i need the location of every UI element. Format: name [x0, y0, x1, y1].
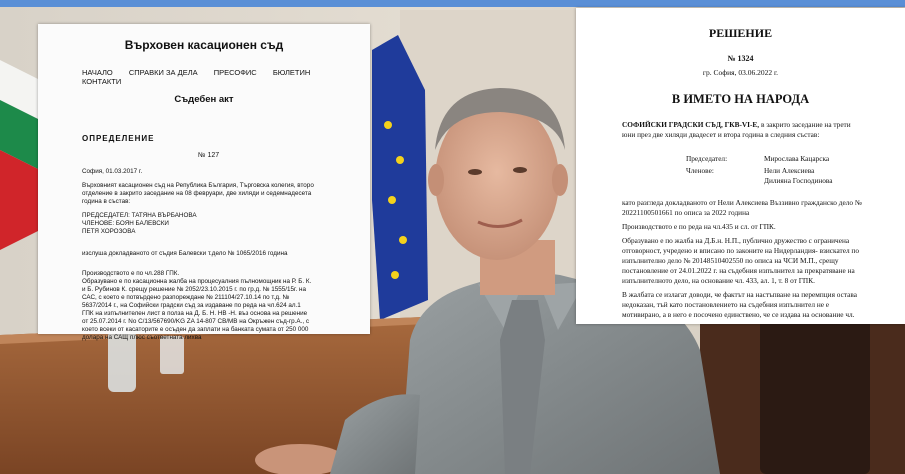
document-line: и Б. Рубинов К. срещу решение № 2052/23.10.2015 г. по гр.д. № 1555/15г. на: [82, 286, 306, 293]
decision-paragraph-line: В жалбата се излагат доводи, че фактът на настъпване на перемпция остава: [622, 290, 857, 299]
top-strip: [0, 0, 905, 7]
decision-paragraph-line: изпълнително дело № 20148510402550 по описа на ЧСИ М.П., срещу: [622, 256, 839, 265]
nav-item-contacts: КОНТАКТИ: [82, 77, 122, 86]
decision-title: РЕШЕНИЕ: [708, 26, 773, 40]
nav-item-home: НАЧАЛО: [82, 68, 113, 77]
court-document-scan-1: [38, 24, 370, 341]
document-line: отделение в закрито заседание на 08 февруари, две хиляди и седемнадесета: [82, 190, 312, 197]
document-line: долара на САЩ плюс съответната лихва: [82, 334, 202, 341]
document-line: от 25.07.2014 г. No C/13/567690/KG ZA 14-807 СВ/МВ на Окръжен съд-гр.А., с: [82, 318, 310, 325]
document-line: Върховният касационен съд на Република България, Търговска колегия, второ: [82, 182, 314, 189]
decision-paragraph-line: като разгледа докладваното от Нели Алексиева Въззивно гражданско дело №: [622, 198, 862, 207]
court-name: СОФИЙСКИ ГРАДСКИ СЪД, ГКВ-VI-Е,: [622, 120, 760, 129]
document-number: № 127: [198, 152, 220, 159]
court-line-rest: в закрито заседание на трети: [759, 120, 851, 129]
court-line: [622, 120, 851, 129]
decision-paragraph-line: 20221100501661 по описа за 2022 година: [622, 208, 750, 217]
document-nav-bar: [82, 68, 370, 86]
decision-in-the-name: В ИМЕТО НА НАРОДА: [671, 92, 810, 106]
chair-label: Председател:: [686, 154, 728, 163]
document-line: изслуша докладваното от съдия Балевски т.дело № 1065/2016 година: [82, 250, 288, 257]
document-line: САС, с което е потвърдено разпореждане № 211104/27.10.14 по т.д. №: [82, 294, 290, 301]
document-line: ГПК на изпълнителен лист в полза на Д. Б. Н. НВ -Н. въз основа на решение: [82, 310, 308, 317]
decision-number: № 1324: [727, 54, 754, 63]
date-line: юни през две хиляди двадесет и втора година в следния състав:: [622, 130, 820, 139]
court-document-decision: [576, 8, 905, 324]
document-type: ОПРЕДЕЛЕНИЕ: [82, 134, 155, 143]
nav-item-press-office: ПРЕСОФИС: [213, 68, 257, 77]
decision-paragraph-line: отговорност, учредено и вписано по законите на Нидерландия- взискател по: [622, 246, 859, 255]
decision-paragraph-line: мотивирано, а в него е посочено единствено, че се издава на основание чл.: [622, 310, 855, 319]
member-name-2: Дилияна Господинова: [764, 176, 833, 185]
decision-paragraph-line: Производството е по реда на чл.435 и сл. от ГПК.: [622, 222, 776, 231]
nav-item-case-lookup: СПРАВКИ ЗА ДЕЛА: [128, 68, 198, 77]
document-line: ПРЕДСЕДАТЕЛ: ТАТЯНА ВЪРБАНОВА: [82, 212, 197, 219]
members-label: Членове:: [686, 166, 714, 175]
document-line: година в състав:: [82, 198, 131, 205]
decision-paragraph-line: изпълнителното дело, на основание чл. 433, ал. 1, т. 8 от ГПК.: [622, 276, 815, 285]
chair-name: Мирослава Кацарска: [764, 154, 830, 163]
decision-place-date: гр. София, 03.06.2022 г.: [702, 68, 779, 77]
document-heading: Съдебен акт: [174, 94, 234, 105]
document-line: което всеки от касаторите е осъден да заплати на банката сумата от 250 000: [82, 326, 309, 333]
decision-paragraph-line: недоказан, тъй като постановлението на съдебния изпълнител не е: [622, 300, 830, 309]
document-site-title: Върховен касационен съд: [124, 38, 284, 52]
member-name-1: Нели Алексиева: [764, 166, 815, 175]
document-line: Производството е по чл.288 ГПК.: [82, 270, 180, 277]
document-line: ЧЛЕНОВЕ: БОЯН БАЛЕВСКИ: [82, 220, 169, 227]
decision-paragraph-line: Образувано е по жалба на Д.Б.н. Н.П., публично дружество с ограничена: [622, 236, 850, 245]
document-line: 5637/2014 г., на Софийски градски съд за издаване по реда на чл.624 ал.1: [82, 302, 301, 309]
document-line: Образувано е по касационна жалба на процесуалния пълномощник на Р. Б. К.: [82, 278, 312, 285]
document-line: ПЕТЯ ХОРОЗОВА: [82, 228, 136, 235]
decision-paragraph-line: постановление от 24.01.2022 г. на съдебния изпълнител за прекратяване на: [622, 266, 855, 275]
document-line: София, 01.03.2017 г.: [82, 168, 143, 175]
nav-item-bulletin: БЮЛЕТИН: [272, 68, 311, 77]
